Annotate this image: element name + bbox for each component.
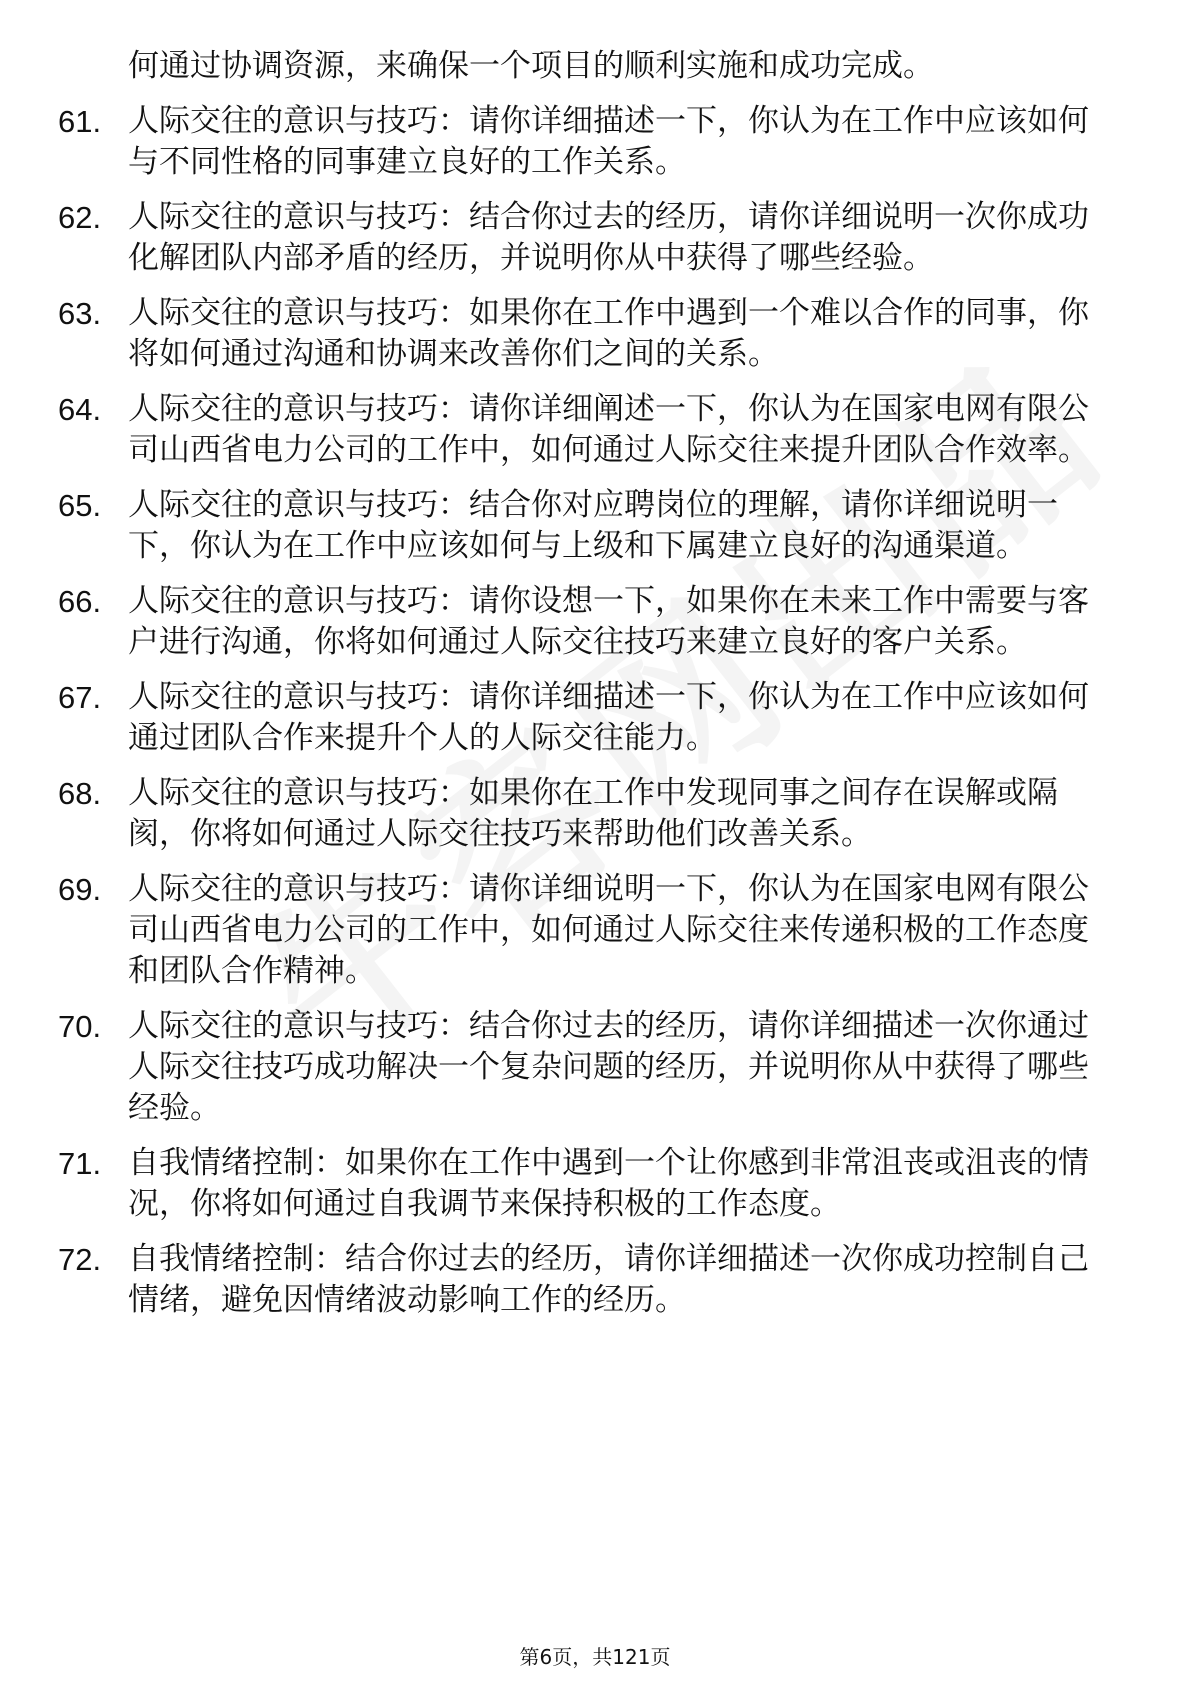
page-number-label: 第6页，共121页 <box>519 1645 671 1669</box>
question-item <box>0 1006 1190 1129</box>
question-item <box>0 1239 1190 1321</box>
question-text: 人际交往的意识与技巧：请你详细描述一下，你认为在工作中应该如何通过团队合作来提升个人的人际交往能力。 <box>128 679 1089 756</box>
question-text: 人际交往的意识与技巧：结合你过去的经历，请你详细描述一次你通过人际交往技巧成功解决一个复杂问题的经历，并说明你从中获得了哪些经验。 <box>128 1008 1089 1126</box>
question-item <box>0 389 1190 471</box>
question-number: 71. <box>58 1146 102 1181</box>
question-item <box>0 485 1190 567</box>
page-footer <box>0 1641 1190 1670</box>
question-item <box>0 773 1190 855</box>
question-text: 自我情绪控制：如果你在工作中遇到一个让你感到非常沮丧或沮丧的情况，你将如何通过自我调节来保持积极的工作态度。 <box>128 1145 1089 1222</box>
question-number: 63. <box>58 296 102 331</box>
question-content <box>0 46 1190 1335</box>
question-text: 自我情绪控制：结合你过去的经历，请你详细描述一次你成功控制自己情绪，避免因情绪波动影响工作的经历。 <box>128 1241 1089 1318</box>
question-text: 人际交往的意识与技巧：请你详细说明一下，你认为在国家电网有限公司山西省电力公司的工作中，如何通过人际交往来传递积极的工作态度和团队合作精神。 <box>128 871 1089 989</box>
question-text: 人际交往的意识与技巧：如果你在工作中遇到一个难以合作的同事，你将如何通过沟通和协调来改善你们之间的关系。 <box>128 295 1089 372</box>
question-list <box>0 101 1190 1321</box>
question-number: 65. <box>58 488 102 523</box>
question-number: 62. <box>58 200 102 235</box>
question-number: 70. <box>58 1009 102 1044</box>
question-number: 69. <box>58 872 102 907</box>
question-text: 人际交往的意识与技巧：结合你过去的经历，请你详细说明一次你成功化解团队内部矛盾的经历，并说明你从中获得了哪些经验。 <box>128 199 1089 276</box>
question-number: 61. <box>58 104 102 139</box>
question-item <box>0 293 1190 375</box>
question-number: 64. <box>58 392 102 427</box>
question-number: 72. <box>58 1242 102 1277</box>
question-item <box>0 677 1190 759</box>
question-item <box>0 581 1190 663</box>
continuation-text: 何通过协调资源，来确保一个项目的顺利实施和成功完成。 <box>128 48 934 84</box>
question-number: 68. <box>58 776 102 811</box>
question-item <box>0 1143 1190 1225</box>
question-item <box>0 101 1190 183</box>
question-item <box>0 869 1190 992</box>
question-text: 人际交往的意识与技巧：请你设想一下，如果你在未来工作中需要与客户进行沟通，你将如何通过人际交往技巧来建立良好的客户关系。 <box>128 583 1089 660</box>
question-text: 人际交往的意识与技巧：如果你在工作中发现同事之间存在误解或隔阂，你将如何通过人际交往技巧来帮助他们改善关系。 <box>128 775 1058 852</box>
question-number: 67. <box>58 680 102 715</box>
question-text: 人际交往的意识与技巧：结合你对应聘岗位的理解，请你详细说明一下，你认为在工作中应该如何与上级和下属建立良好的沟通渠道。 <box>128 487 1058 564</box>
question-text: 人际交往的意识与技巧：请你详细描述一下，你认为在工作中应该如何与不同性格的同事建立良好的工作关系。 <box>128 103 1089 180</box>
question-text: 人际交往的意识与技巧：请你详细阐述一下，你认为在国家电网有限公司山西省电力公司的工作中，如何通过人际交往来提升团队合作效率。 <box>128 391 1089 468</box>
question-number: 66. <box>58 584 102 619</box>
question-item <box>0 197 1190 279</box>
